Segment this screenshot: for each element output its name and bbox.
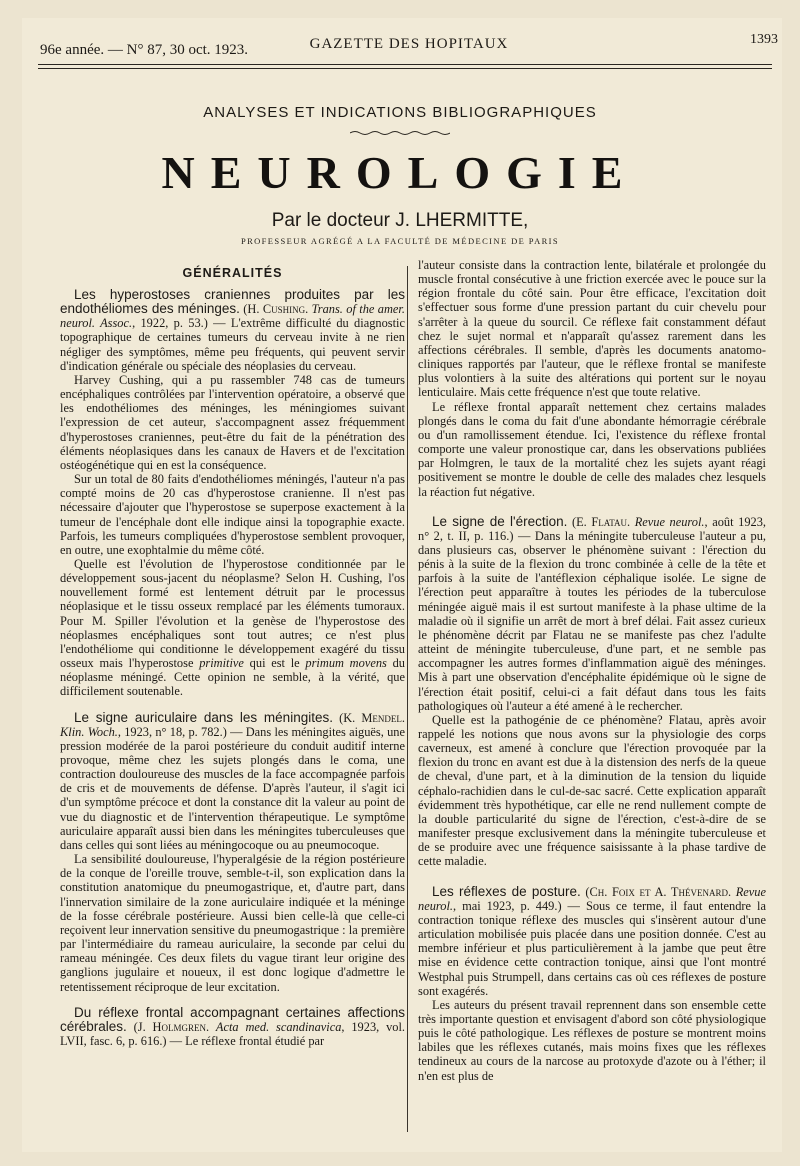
paragraph-cont: du néoplasme méningé. Cette opinion ne semble, à la vérité, que difficilement soutenable. [60, 656, 405, 699]
right-column [418, 258, 766, 1083]
paragraph: Le réflexe frontal apparaît nettement chez certains malades plongés dans le coma du fait d'une abondante hémorragie cérébrale ou d'un ramollissement étendue. Ici, l'existence du réflexe frontal comporte une valeur pronostique car, dans les observations publiées par Holmgren, le taux de la mortalité chez les sujets ayant réagi positivement se montre le double de celle des malades chez lesquels la réaction fut négative. [418, 399, 766, 499]
article-ref: , 1922, p. 53.) — [132, 316, 226, 331]
article-title: Les réflexes de posture. [432, 883, 581, 899]
journal-name: GAZETTE DES HOPITAUX [309, 36, 509, 52]
article-ref: , août 1923, n° 2, t. II, p. 116.) — [418, 514, 766, 543]
article-journal: Revue neurol. [418, 884, 766, 913]
italic-term: primum movens [305, 656, 387, 671]
paragraph: Sous ce terme, il faut entendre la contraction tonique réflexe des muscles qui s'insèrent autour d'une articulation mobilisée puis placée dans une position donnée. C'est au membre inférieur et plus particulièrement à la jambe que peut être mise en évidence cette contraction tonique, ainsi que l'ont montré Westphal puis Strumpell, dans certains cas où ces réflexes de posture sont exagérés. [418, 898, 766, 998]
article-ref: , mai 1923, p. 449.) — [453, 898, 580, 913]
paragraph: Le réflexe frontal étudié par [185, 1033, 325, 1048]
article-journal: Klin. Woch. [60, 724, 118, 739]
paragraph: Dans les méningites aiguës, une pression modérée de la paroi postérieure du conduit auditif interne provoque, même chez les sujets plongés dans le coma, une contraction douloureuse des muscles de la face accompagnée parfois de cris et de mouvements de défense. D'après l'auteur, il s'agit ici d'un symptôme précoce et dont la constance dit la valeur au point de vue du diagnostic et de l'intervention thérapeutique. Le symptôme auriculaire apparaît aussi bien dans les méningites tuberculeuses que dans celles qui sont liées au méningocoque ou au pneumocoque. [60, 724, 405, 852]
issue-line: 96e année. — N° 87, 30 oct. 1923. [40, 42, 249, 58]
paragraph: Sur un total de 80 faits d'endothéliomes méningés, l'auteur n'a pas compté moins de 20 cas d'hyperostose cranienne. Il n'est pas nécessaire d'ajouter que l'hyperostose se superpose exactement à la tumeur de l'encéphale dont elle indique ainsi la topographie exacte. Parfois, les tumeurs compliquées d'hyperostose semblent provoquer, en outre, une exophtalmie du même côté. [60, 472, 405, 557]
subsection-heading: GÉNÉRALITÉS [182, 266, 283, 280]
page-title: NEUROLOGIE [161, 147, 639, 198]
article-journal: Acta med. scandinavica [215, 1019, 342, 1034]
paragraph: Les auteurs du présent travail reprennent dans son ensemble cette très importante question et envisagent d'abord son côté physiologique puis le côté pathologique. Les réflexes de posture se montrent moins labiles que les réflexes cutanés, mais moins fixes que les réflexes tendineux au cours de la narcose au protoxyde d'azote ou à l'éther; il n'en est plus de [418, 997, 766, 1083]
article-author: H. Cushing. [247, 302, 309, 317]
paragraph: L'extrême difficulté du diagnostic topographique de certaines tumeurs du cerveau invite à ne rien négliger des symptômes, même peu fréquents, qui peuvent servir d'indication générale ou spéciale des néoplasies du cerveau. [60, 316, 405, 373]
running-head [40, 32, 778, 56]
section-heading: ANALYSES ET INDICATIONS BIBLIOGRAPHIQUES [203, 104, 597, 121]
article-journal: Trans. of the amer. neurol. Assoc. [60, 302, 405, 331]
article-author: K. Mendel. [343, 710, 405, 725]
article-reflexe-frontal-cont [418, 258, 766, 499]
article-author: Ch. Foix et A. Thévenard. [589, 884, 732, 899]
article-title: Le signe de l'érection. [432, 513, 568, 529]
article-author: E. Flatau. [576, 514, 631, 529]
article-reflexes-posture: Les réflexes de posture. (Ch. Foix et A. Thévenard. Revue neurol., mai 1923, p. 449.) — Sous ce terme, il faut entendre la contraction tonique réflexe des muscles qui s'insèrent autour d'une articulation mobilisée puis placée dans une position donnée. C'est au membre inférieur et plus particulièrement à la jambe que peut être mise en évidence cette contraction tonique, ainsi que l'ont montré Westphal puis Strumpell, dans certains cas où ces réflexes de posture sont exagérés. Les auteurs du présent travail reprennent dans son ensemble cette très importante question et envisagent d'abord son côté physiologique puis le côté pathologique. Les réflexes de posture se montrent moins labiles que les réflexes cutanés, mais moins fixes que les réflexes tendineux au cours de la narcose au protoxyde d'azote ou à l'éther; il n'en est plus de [418, 883, 766, 1083]
article-title: Du réflexe frontal accompagnant certaines affections cérébrales. [60, 1004, 405, 1034]
paragraph: Dans la méningite tuberculeuse l'auteur a pu, dans plusieurs cas, observer le phénomène suivant : l'érection du pénis à la suite de la flexion du tronc combinée à celle de la tête et parfois à la suite de l'antéflexion céphalique isolée. Le signe de l'érection peut apparaître à toutes les périodes de la tuberculose méningée aiguë mais il est surtout manifeste à la phase ultime de la maladie où il signifie un arrêt de mort à bref délai. Fait assez curieux le phénomène décrit par Flatau ne se manifeste pas chez l'adulte atteint de méningite tuberculeuse, d'une part, et ne semble pas accompagner les autres formes d'inflammation aiguë des méninges. Mis à part une observation d'encéphalite épidémique où le signe de l'érection était positif, celui-ci a fait défaut dans tous les faits pathologiques où l'auteur a été amené à le rechercher. [418, 528, 767, 713]
paragraph: Quelle est la pathogénie de ce phénomène? Flatau, après avoir rappelé les notions que nous avons sur la physiologie des corps caverneux, est amené à conclure que l'érection provoquée par la flexion du tronc en avant est due à la distension des nerfs de la queue de cheval, d'une part, et à la diminution de la tension du liquide céphalo-rachidien dans le cul-de-sac sacré. Cette explication apparaît évidemment très hypothétique, car elle ne rend nullement compte de la double particularité du signe de l'érection, c'est-à-dire de se manifester presque exclusivement dans la méningite tuberculeuse et de se produire avec une fréquence saisissante à la phase tardive de cette maladie. [418, 712, 766, 869]
left-column [60, 258, 405, 1048]
article-journal: Revue neurol. [634, 514, 705, 529]
article-signe-erection: Le signe de l'érection. (E. Flatau. Revue neurol., août 1923, n° 2, t. II, p. 116.) — Dans la méningite tuberculeuse l'auteur a pu, dans plusieurs cas, observer le phénomène suivant : l'érection du pénis à la suite de la flexion du tronc combinée à celle de la tête et parfois à la suite de l'antéflexion céphalique isolée. Le signe de l'érection peut apparaître à toutes les périodes de la tuberculose méningée aiguë mais il est surtout manifeste à la phase ultime de la maladie où il signifie un arrêt de mort à bref délai. Fait assez curieux le phénomène décrit par Flatau ne se manifeste pas chez l'adulte atteint de méningite tuberculeuse, d'une part, et ne semble pas accompagner les autres formes d'inflammation aiguë des méninges. Mis à part une observation d'encéphalite épidémique où le signe de l'érection était positif, celui-ci a fait défaut dans tous les faits pathologiques où l'auteur a été amené à le rechercher. Quelle est la pathogénie de ce phénomène? Flatau, après avoir rappelé les notions que nous avons sur la physiologie des corps caverneux, est amené à conclure que l'érection provoquée par la flexion du tronc en avant est due à la distension des nerfs de la queue de cheval, d'une part, et à la diminution de la tension du liquide céphalo-rachidien dans le cul-de-sac sacré. Cette explication apparaît évidemment très hypothétique, car elle ne rend nullement compte de la double particularité du signe de l'érection, c'est-à-dire de se manifester presque exclusivement dans la méningite tuberculeuse et de se produire avec une fréquence saisissante à la phase tardive de cette maladie. [418, 513, 767, 869]
page-number: 1393 [750, 32, 778, 47]
article-title: Le signe auriculaire dans les méningites. [74, 709, 333, 725]
header-rule-double [38, 68, 772, 69]
article-ref: , 1923, vol. LVII, fasc. 6, p. 616.) — [60, 1019, 405, 1048]
column-divider [407, 266, 408, 1132]
paragraph-cont: qui est le [249, 656, 300, 671]
paragraph: La sensibilité douloureuse, l'hyperalgésie de la région postérieure de la conque de l'oreille trouve, semble-t-il, son explication dans la constitution anatomique du pneumogastrique, et, d'autre part, dans l'innervation similaire de la zone auriculaire indiquée et la méninge de la fosse cérébrale postérieure. Aussi bien celle-là que celle-ci reçoivent leur innervation sensitive du pneumogastrique : la première par l'intermédiaire du rameau auriculaire, la seconde par celui du rameau méningée. Ces deux filets du vague tirant leur origine des ganglions jugulaire et noueux, il est donc logique d'admettre le retentissement réciproque de leur excitation. [60, 852, 405, 994]
article-author: J. Holmgren. [137, 1019, 210, 1034]
author-line: Par le docteur J. LHERMITTE, [271, 210, 529, 231]
article-reflexe-frontal: Du réflexe frontal accompagnant certaines affections cérébrales. (J. Holmgren. Acta med. scandinavica, 1923, vol. LVII, fasc. 6, p. 616.) — Le réflexe frontal étudié par [60, 1004, 405, 1048]
italic-term: primitive [199, 656, 244, 671]
article-hyperostoses: Les hyperostoses craniennes produites par les endothéliomes des méninges. (H. Cushing. Trans. of the amer. neurol. Assoc., 1922, p. 53.) — L'extrême difficulté du diagnostic topographique de certaines tumeurs du cerveau invite à ne rien négliger des symptômes, même peu fréquents, qui peuvent servir d'indication générale ou spéciale des néoplasies du cerveau. Harvey Cushing, qui a pu rassembler 748 cas de tumeurs encéphaliques contrôlées par l'intervention opératoire, a observé que les endothéliomes des méninges, les méningiomes suivant l'expression de cet auteur, s'accompagnent assez fréquemment d'hyperostoses craniennes, peut-être du fait de la pénétration des éléments néoplasiques dans les canaux de Havers et de l'excitation ostéogénétique qui en est la conséquence. Sur un total de 80 faits d'endothéliomes méningés, l'auteur n'a pas compté moins de 20 cas d'hyperostose cranienne. Il n'est pas nécessaire d'ajouter que l'hyperostose se superpose exactement à la tumeur de l'encéphale dont elle indique ainsi la topographie exacte. Parfois, les tumeurs compliquées d'hyperostose semblent provoquer, en outre, une exophtalmie du même côté. Quelle est l'évolution de l'hyperostose conditionnée par le développement sous-jacent du néoplasme? Selon H. Cushing, l'os nouvellement formé est lentement détruit par le processus néoplasique et le tissu osseux remplacé par les éléments tumoraux. Pour M. Spiller l'évolution et la genèse de l'hyperostose des néoplasmes encéphaliques sont tout autres; ce n'est plus l'endothéliome qui conditionne le développement exagéré du tissu osseux mais l'hyperostose primitive qui est le primum movens du néoplasme méningé. Cette opinion ne semble, à la vérité, que difficilement soutenable. [60, 287, 405, 699]
article-title: Les hyperostoses craniennes produites par les endothéliomes des méninges. [60, 287, 405, 317]
paragraph: Quelle est l'évolution de l'hyperostose conditionnée par le développement sous-jacent du néoplasme? Selon H. Cushing, l'os nouvellement formé est lentement détruit par le processus néoplasique et le tissu osseux remplacé par les éléments tumoraux. Pour M. Spiller l'évolution et la genèse de l'hyperostose des néoplasmes encéphaliques sont tout autres; ce n'est plus l'endothéliome qui conditionne le développement exagéré du tissu osseux mais l'hyperostose [60, 556, 405, 671]
paragraph: Harvey Cushing, qui a pu rassembler 748 cas de tumeurs encéphaliques contrôlées par l'intervention opératoire, a observé que les endothéliomes des méninges, les méningiomes suivant l'expression de cet auteur, s'accompagnent assez fréquemment d'hyperostoses craniennes, peut-être du fait de la pénétration des éléments néoplasiques dans les canaux de Havers et de l'excitation ostéogénétique qui en est la conséquence. [60, 372, 405, 472]
header-rule [38, 64, 772, 65]
article-signe-auriculaire: Le signe auriculaire dans les méningites. (K. Mendel. Klin. Woch., 1923, n° 18, p. 782.) — Dans les méningites aiguës, une pression modérée de la paroi postérieure du conduit auditif interne provoque, même chez les sujets plongés dans le coma, une contraction douloureuse des muscles de la face accompagnée parfois de cris et de mouvements de défense. D'après l'auteur, il s'agit ici d'un symptôme précoce et dont la constance dit la valeur au point de vue du diagnostic et de l'intervention thérapeutique. Le symptôme auriculaire apparaît aussi bien dans les méningites tuberculeuses que dans celles qui sont liées au méningocoque ou au pneumocoque. La sensibilité douloureuse, l'hyperalgésie de la région postérieure de la conque de l'oreille trouve, semble-t-il, son explication dans la constitution anatomique du pneumogastrique, et, d'autre part, dans l'innervation similaire de la zone auriculaire indiquée et la méninge de la fosse cérébrale postérieure. Aussi bien celle-là que celle-ci reçoivent leur innervation sensitive du pneumogastrique : la première par l'intermédiaire du rameau auriculaire, la seconde par celui du rameau méningée. Ces deux filets du vague tirant leur origine des ganglions jugulaire et noueux, il est donc logique d'admettre le retentissement réciproque de leur excitation. [60, 709, 405, 994]
ornament-rule [350, 130, 450, 136]
author-affiliation: PROFESSEUR AGRÉGÉ A LA FACULTÉ DE MÉDECINE DE PARIS [240, 236, 560, 246]
paragraph: l'auteur consiste dans la contraction lente, bilatérale et prolongée du muscle frontal consécutive à une friction exercée avec le pouce sur la région frontale du côté sain. Pour être efficace, l'excitation doit s'effectuer sous forme d'une pression partant du cuir chevelu pour s'arrêter à la queue du sourcil. Ce réflexe fait constamment défaut chez le sujet normal et n'apparaît qu'assez rarement dans les affections cérébrales. Il semble, d'après les documents anatomo-cliniques rapportés par l'auteur, que le réflexe frontal se manifeste plus volontiers à la suite des altérations qui portent sur le noyau lenticulaire. Mais cette fréquence n'est que toute relative. [418, 258, 766, 400]
article-ref: , 1923, n° 18, p. 782.) — [117, 724, 243, 739]
